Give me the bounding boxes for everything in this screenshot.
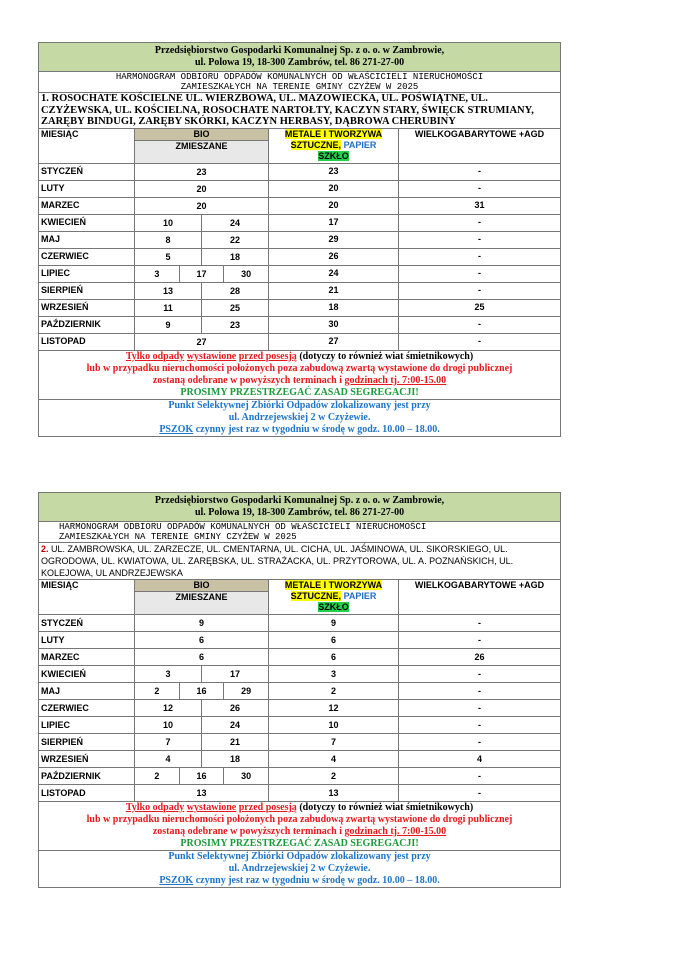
- zone-streets: UL. ZAMBROWSKA, UL. ZARZECZE, UL. CMENTARNA, UL. CICHA, UL. JAŚMINOWA, UL. SIKORSKIEGO, UL. OGRODOWA, UL. KWIATOWA, UL. ZARĘBSKA, UL. STRAŻACKA, UL. PRZYTOROWA, UL. A. POZNAŃSKICH, UL. KOLEJOWA, UL ANDRZEJEWSKA: [41, 544, 514, 578]
- metal-cell: 2: [269, 683, 399, 700]
- mixed-date: 13: [135, 283, 202, 299]
- table-row: [39, 632, 561, 649]
- mixed-date: 6: [198, 635, 204, 645]
- col-metal: METALE I TWORZYWA SZTUCZNE, PAPIER SZKŁO: [269, 128, 399, 163]
- bulky-cell: -: [399, 248, 561, 265]
- metal-cell: 12: [269, 700, 399, 717]
- mixed-cell: [135, 248, 269, 265]
- schedule-table-2: [38, 492, 560, 888]
- schedule-title: [39, 72, 561, 93]
- metal-cell: 4: [269, 751, 399, 768]
- bulky-cell: 26: [399, 649, 561, 666]
- mixed-date: 28: [229, 285, 240, 296]
- table-row: [39, 666, 561, 683]
- table-row: [39, 316, 561, 333]
- bulky-cell: -: [399, 768, 561, 785]
- mixed-cell: [135, 768, 269, 785]
- mixed-cell: [135, 282, 269, 299]
- month-cell: MARZEC: [39, 197, 135, 214]
- bulky-cell: 31: [399, 197, 561, 214]
- month-cell: MAJ: [39, 231, 135, 248]
- notes-cell: Tylko odpady wystawione przed posesją (dotyczy to również wiat śmietnikowych) lub w przypadku nieruchomości położonych poza zabudową zwartą wystawione do drogi publicznej zostaną odebrane w powyższych terminach i godzinach tj. 7:00-15.00 PROSIMY PRZESTRZEGAĆ ZASAD SEGREGACJI!: [39, 802, 561, 851]
- mixed-cell: [135, 299, 269, 316]
- mixed-cell: [135, 163, 269, 180]
- pszok-cell: Punkt Selektywnej Zbiórki Odpadów zlokalizowany jest przy ul. Andrzejewskiej 2 w Czyżewie. PSZOK czynny jest raz w tygodniu w środę w godz. 10.00 – 18.00.: [39, 399, 561, 436]
- table-row: [39, 734, 561, 751]
- metal-cell: 21: [269, 282, 399, 299]
- company-header: [39, 43, 561, 72]
- month-cell: STYCZEŃ: [39, 163, 135, 180]
- mixed-date: 22: [229, 234, 240, 245]
- zone-number: 1.: [41, 93, 49, 104]
- company-address: ul. Polowa 19, 18-300 Zambrów, tel. 86 271-27-00: [194, 507, 405, 518]
- mixed-cell: [135, 214, 269, 231]
- mixed-date: 20: [196, 200, 207, 211]
- bulky-cell: -: [399, 632, 561, 649]
- metal-cell: 24: [269, 265, 399, 282]
- month-cell: CZERWIEC: [39, 700, 135, 717]
- mixed-date: 23: [196, 166, 207, 177]
- table-row: [39, 717, 561, 734]
- table-row: [39, 197, 561, 214]
- col-bulky: WIELKOGABARYTOWE +AGD: [399, 580, 561, 615]
- mixed-date: 2: [135, 683, 180, 699]
- mixed-date: 29: [241, 686, 252, 696]
- mixed-cell: [135, 649, 269, 666]
- metal-cell: 20: [269, 197, 399, 214]
- mixed-date: 8: [135, 232, 202, 248]
- col-mixed: ZMIESZANE: [135, 140, 269, 163]
- company-header: [39, 493, 561, 522]
- metal-cell: 2: [269, 768, 399, 785]
- mixed-date: 10: [135, 215, 202, 231]
- mixed-date: 16: [180, 768, 225, 784]
- bulky-cell: -: [399, 666, 561, 683]
- zone-number: 2.: [41, 544, 49, 554]
- bulky-cell: -: [399, 316, 561, 333]
- month-cell: LISTOPAD: [39, 333, 135, 350]
- company-name: Przedsiębiorstwo Gospodarki Komunalnej Sp. z o. o. w Zambrowie,: [154, 495, 445, 506]
- mixed-date: 24: [229, 217, 240, 228]
- bulky-cell: 4: [399, 751, 561, 768]
- title-line-2: ZAMIESZKAŁYCH NA TERENIE GMINY CZYŻEW W 2025: [180, 82, 419, 92]
- mixed-date: 27: [196, 336, 207, 347]
- month-cell: LUTY: [39, 632, 135, 649]
- bulky-cell: -: [399, 231, 561, 248]
- metal-cell: 6: [269, 649, 399, 666]
- month-cell: WRZESIEŃ: [39, 751, 135, 768]
- mixed-date: 30: [241, 771, 252, 781]
- mixed-cell: [135, 180, 269, 197]
- mixed-cell: [135, 231, 269, 248]
- bulky-cell: -: [399, 683, 561, 700]
- bulky-cell: -: [399, 717, 561, 734]
- month-cell: LIPIEC: [39, 265, 135, 282]
- month-cell: PAŹDZIERNIK: [39, 316, 135, 333]
- mixed-date: 7: [135, 734, 202, 750]
- metal-cell: 29: [269, 231, 399, 248]
- month-cell: SIERPIEŃ: [39, 734, 135, 751]
- metal-cell: 26: [269, 248, 399, 265]
- metal-cell: 17: [269, 214, 399, 231]
- table-row: [39, 265, 561, 282]
- table-row: [39, 751, 561, 768]
- mixed-cell: [135, 615, 269, 632]
- month-cell: LIPIEC: [39, 717, 135, 734]
- col-bio: BIO: [135, 128, 269, 140]
- table-row: [39, 785, 561, 802]
- col-bulky: WIELKOGABARYTOWE +AGD: [399, 128, 561, 163]
- bulky-cell: 25: [399, 299, 561, 316]
- mixed-date: 6: [198, 652, 204, 662]
- month-cell: SIERPIEŃ: [39, 282, 135, 299]
- mixed-date: 5: [135, 249, 202, 265]
- address-cell: [39, 93, 561, 129]
- col-bio: BIO: [135, 580, 269, 592]
- col-metal: METALE I TWORZYWA SZTUCZNE, PAPIER SZKŁO: [269, 580, 399, 615]
- mixed-date: 16: [180, 683, 225, 699]
- mixed-date: 9: [198, 618, 204, 628]
- table-row: [39, 649, 561, 666]
- table-row: [39, 282, 561, 299]
- mixed-cell: [135, 734, 269, 751]
- bulky-cell: -: [399, 282, 561, 299]
- mixed-date: 21: [229, 737, 240, 747]
- mixed-date: 18: [229, 754, 240, 764]
- mixed-date: 23: [229, 319, 240, 330]
- mixed-cell: [135, 785, 269, 802]
- mixed-date: 17: [229, 669, 240, 679]
- table-row: [39, 683, 561, 700]
- bulky-cell: -: [399, 180, 561, 197]
- month-cell: MARZEC: [39, 649, 135, 666]
- table-row: [39, 333, 561, 350]
- table-row: [39, 615, 561, 632]
- month-cell: PAŹDZIERNIK: [39, 768, 135, 785]
- title-line-1: HARMONOGRAM ODBIORU ODPADÓW KOMUNALNYCH OD WŁAŚCICIELI NIERUCHOMOŚCI: [115, 72, 484, 82]
- metal-cell: 27: [269, 333, 399, 350]
- mixed-date: 30: [241, 268, 252, 279]
- bulky-cell: -: [399, 785, 561, 802]
- mixed-cell: [135, 197, 269, 214]
- mixed-date: 26: [229, 703, 240, 713]
- bulky-cell: -: [399, 163, 561, 180]
- pszok-cell: Punkt Selektywnej Zbiórki Odpadów zlokalizowany jest przy ul. Andrzejewskiej 2 w Czyżewie. PSZOK czynny jest raz w tygodniu w środę w godz. 10.00 – 18.00.: [39, 851, 561, 888]
- mixed-date: 20: [196, 183, 207, 194]
- mixed-cell: [135, 333, 269, 350]
- month-cell: KWIECIEŃ: [39, 666, 135, 683]
- month-cell: STYCZEŃ: [39, 615, 135, 632]
- mixed-date: 3: [135, 666, 202, 682]
- mixed-date: 3: [135, 266, 180, 282]
- col-month: MIESIĄC: [39, 128, 135, 163]
- table-row: [39, 231, 561, 248]
- mixed-cell: [135, 316, 269, 333]
- mixed-cell: [135, 683, 269, 700]
- address-cell: [39, 543, 561, 580]
- schedule-title: [39, 522, 561, 543]
- bulky-cell: -: [399, 615, 561, 632]
- bulky-cell: -: [399, 700, 561, 717]
- mixed-date: 10: [135, 717, 202, 733]
- mixed-cell: [135, 751, 269, 768]
- mixed-cell: [135, 717, 269, 734]
- mixed-date: 4: [135, 751, 202, 767]
- bulky-cell: -: [399, 333, 561, 350]
- metal-cell: 20: [269, 180, 399, 197]
- schedule-table-1: [38, 42, 560, 437]
- table-row: [39, 214, 561, 231]
- col-mixed: ZMIESZANE: [135, 592, 269, 615]
- notes-cell: Tylko odpady wystawione przed posesją (dotyczy to również wiat śmietnikowych) lub w przypadku nieruchomości położonych poza zabudową zwartą wystawione do drogi publicznej zostaną odebrane w powyższych terminach i godzinach tj. 7:00-15.00 PROSIMY PRZESTRZEGAĆ ZASAD SEGREGACJI!: [39, 350, 561, 399]
- metal-cell: 10: [269, 717, 399, 734]
- mixed-date: 13: [196, 788, 207, 798]
- mixed-date: 11: [135, 300, 202, 316]
- title-line-2: ZAMIESZKAŁYCH NA TERENIE GMINY CZYŻEW W 2025: [59, 532, 297, 542]
- metal-cell: 6: [269, 632, 399, 649]
- company-address: ul. Polowa 19, 18-300 Zambrów, tel. 86 271-27-00: [194, 57, 405, 68]
- mixed-date: 25: [229, 302, 240, 313]
- month-cell: LUTY: [39, 180, 135, 197]
- metal-cell: 18: [269, 299, 399, 316]
- mixed-date: 9: [135, 317, 202, 333]
- metal-cell: 7: [269, 734, 399, 751]
- title-line-1: HARMONOGRAM ODBIORU ODPADÓW KOMUNALNYCH OD WŁAŚCICIELI NIERUCHOMOŚCI: [59, 522, 427, 532]
- table-row: [39, 248, 561, 265]
- table-row: [39, 180, 561, 197]
- month-cell: MAJ: [39, 683, 135, 700]
- mixed-date: 12: [135, 700, 202, 716]
- table-row: [39, 299, 561, 316]
- mixed-cell: [135, 265, 269, 282]
- metal-cell: 9: [269, 615, 399, 632]
- month-cell: KWIECIEŃ: [39, 214, 135, 231]
- mixed-date: 2: [135, 768, 180, 784]
- month-cell: CZERWIEC: [39, 248, 135, 265]
- metal-cell: 13: [269, 785, 399, 802]
- mixed-cell: [135, 666, 269, 683]
- mixed-date: 17: [180, 266, 225, 282]
- bulky-cell: -: [399, 214, 561, 231]
- table-row: [39, 163, 561, 180]
- table-row: [39, 768, 561, 785]
- month-cell: WRZESIEŃ: [39, 299, 135, 316]
- month-cell: LISTOPAD: [39, 785, 135, 802]
- company-name: Przedsiębiorstwo Gospodarki Komunalnej Sp. z o. o. w Zambrowie,: [154, 45, 445, 56]
- metal-cell: 3: [269, 666, 399, 683]
- mixed-date: 24: [229, 720, 240, 730]
- metal-cell: 23: [269, 163, 399, 180]
- zone-streets: ROSOCHATE KOŚCIELNE UL. WIERZBOWA, UL. MAZOWIECKA, UL. POŚWIĄTNE, UL. CZYŻEWSKA, UL. KOŚCIELNA, ROSOCHATE NARTOŁTY, KACZYN STARY, ŚWIĘCK STRUMIANY, ZARĘBY BINDUGI, ZARĘBY SKÓRKI, KACZYN HERBASY, DĄBROWA CHERUBINY: [41, 93, 534, 127]
- table-row: [39, 700, 561, 717]
- bulky-cell: -: [399, 734, 561, 751]
- mixed-date: 18: [229, 251, 240, 262]
- mixed-cell: [135, 632, 269, 649]
- mixed-cell: [135, 700, 269, 717]
- bulky-cell: -: [399, 265, 561, 282]
- metal-cell: 30: [269, 316, 399, 333]
- col-month: MIESIĄC: [39, 580, 135, 615]
